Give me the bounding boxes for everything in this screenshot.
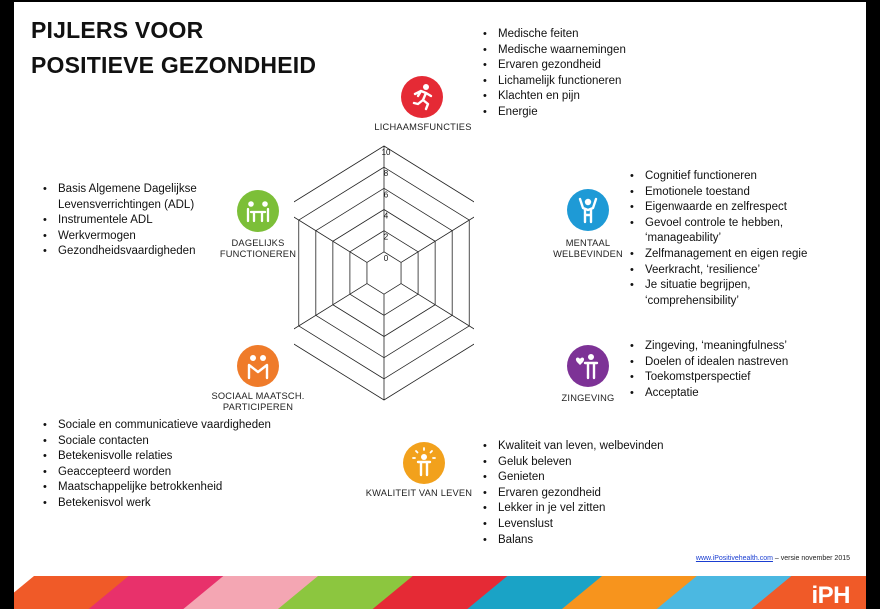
list-item: • Energie: [482, 105, 626, 121]
radar-scale: [382, 148, 391, 263]
list-item: • Instrumentele ADL: [42, 213, 222, 229]
radar-axis-line: [401, 284, 474, 337]
radar-axis-line: [401, 210, 474, 263]
website-link[interactable]: www.iPositivehealth.com: [695, 555, 773, 562]
list-item: • Medische feiten: [482, 27, 626, 43]
label-dagelijks-functioneren: DAGELIJKS FUNCTIONEREN: [219, 238, 297, 259]
page-title: [31, 13, 316, 83]
list-item: • Werkvermogen: [42, 229, 222, 245]
radar-scale-label: 4: [383, 211, 389, 221]
radar-axis-line: [294, 284, 367, 337]
list-item: • Eigenwaarde en zelfrespect: [629, 200, 815, 216]
iph-logo: iPH: [811, 582, 850, 609]
radar-chart: [294, 140, 474, 430]
radar-scale-label: 0: [383, 253, 389, 263]
list-item: • Cognitief functioneren: [629, 169, 815, 185]
list-item: • Je situatie begrijpen, ‘comprehensibility’: [629, 278, 795, 309]
list-sociaal-maatsch-participeren: [42, 418, 271, 512]
radar-scale-label: 2: [383, 232, 389, 242]
list-item: • Toekomstperspectief: [629, 370, 788, 386]
quality-of-life-sun-person-icon: [403, 442, 445, 484]
list-item: • Sociale contacten: [42, 434, 271, 450]
list-item: • Gevoel controle te hebben, ‘manageability’: [629, 216, 815, 247]
list-item: • Lekker in je vel zitten: [482, 501, 664, 517]
social-people-icon: [237, 345, 279, 387]
label-sociaal-maatsch-participeren: SOCIAAL MAATSCH. PARTICIPEREN: [211, 391, 305, 412]
list-kwaliteit-van-leven: [482, 439, 664, 548]
color-stripe: [14, 576, 866, 609]
list-zingeving: [629, 339, 788, 401]
list-item: • Maatschappelijke betrokkenheid: [42, 480, 271, 496]
list-item: • Betekenisvolle relaties: [42, 449, 271, 465]
label-mentaal-welbevinden: MENTAAL WELBEVINDEN: [553, 238, 623, 259]
list-item: • Genieten: [482, 470, 664, 486]
list-item: • Sociale en communicatieve vaardigheden: [42, 418, 271, 434]
list-item: • Levenslust: [482, 517, 664, 533]
list-item: • Geluk beleven: [482, 455, 664, 471]
list-item: • Kwaliteit van leven, welbevinden: [482, 439, 664, 455]
list-item: • Geaccepteerd worden: [42, 465, 271, 481]
list-item: • Lichamelijk functioneren: [482, 74, 626, 90]
running-person-icon: [401, 76, 443, 118]
radar-scale-label: 6: [383, 190, 389, 200]
radar-scale-label: 8: [383, 169, 389, 179]
version-text: – versie november 2015: [772, 555, 850, 562]
label-kwaliteit-van-leven: KWALITEIT VAN LEVEN: [365, 488, 473, 498]
list-item: • Zingeving, ‘meaningfulness’: [629, 339, 788, 355]
list-item: • Balans: [482, 533, 664, 549]
meaning-heart-person-icon: [567, 345, 609, 387]
list-lichaamsfuncties: [482, 27, 626, 121]
label-zingeving: ZINGEVING: [561, 393, 615, 403]
mental-wellbeing-icon: [567, 189, 609, 231]
list-item: • Doelen of idealen nastreven: [629, 355, 788, 371]
slide: [14, 2, 866, 609]
daily-functioning-table-icon: [237, 190, 279, 232]
list-item: • Betekenisvol werk: [42, 496, 271, 512]
list-item: • Ervaren gezondheid: [482, 58, 626, 74]
title-line-2: POSITIEVE GEZONDHEID: [31, 52, 317, 78]
list-item: • Emotionele toestand: [629, 185, 815, 201]
list-dagelijks-functioneren: [42, 182, 222, 260]
list-item: • Zelfmanagement en eigen regie: [629, 247, 815, 263]
list-mentaal-welbevinden: [629, 169, 815, 309]
radar-scale-label: 10: [381, 148, 391, 157]
list-item: • Basis Algemene Dagelijkse Levensverrichtingen (ADL): [42, 182, 222, 213]
list-item: • Ervaren gezondheid: [482, 486, 664, 502]
footer-version: [696, 555, 850, 562]
list-item: • Klachten en pijn: [482, 89, 626, 105]
list-item: • Veerkracht, ‘resilience’: [629, 263, 815, 279]
label-lichaamsfuncties: LICHAAMSFUNCTIES: [374, 122, 472, 132]
title-line-1: PIJLERS VOOR: [31, 17, 204, 43]
list-item: • Medische waarnemingen: [482, 43, 626, 59]
list-item: • Gezondheidsvaardigheden: [42, 244, 222, 260]
list-item: • Acceptatie: [629, 386, 788, 402]
radar-axes: [294, 146, 474, 400]
